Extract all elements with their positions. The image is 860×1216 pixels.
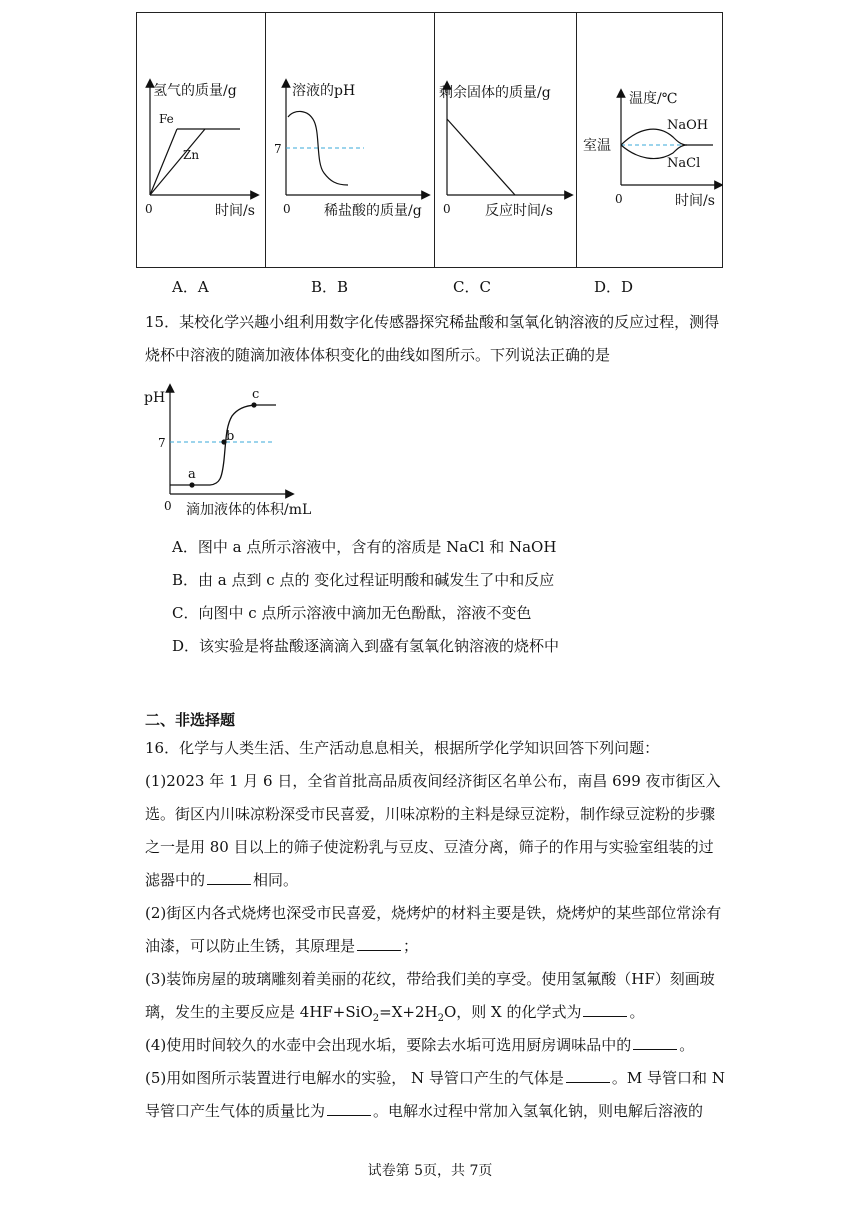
titration-curve xyxy=(170,405,276,485)
q14-graph-table xyxy=(136,12,723,268)
point-a-label: a xyxy=(188,467,196,482)
q16-p2-line2 xyxy=(145,936,418,956)
q16-p2-line2-b: ； xyxy=(403,937,419,955)
answer-blank-5[interactable] xyxy=(566,1069,610,1083)
q15-option-c: C．向图中 c 点所示溶液中滴加无色酚酞，溶液不变色 xyxy=(172,604,532,622)
subscript: 2 xyxy=(437,1013,444,1024)
q16-p2-line1: (2)街区内各式烧烤也深受市民喜爱，烧烤炉的材料主要是铁，烧烤炉的某些部位常涂有 xyxy=(145,904,722,922)
point-b-label: b xyxy=(226,429,235,444)
q16-p3-line2-a: 璃，发生的主要反应是 4HF+SiO xyxy=(145,1003,373,1021)
q15-stem-line2: 烧杯中溶液的随滴加液体体积变化的曲线如图所示。下列说法正确的是 xyxy=(145,346,611,364)
q16-p5-line2 xyxy=(145,1101,703,1121)
graph-a-ylabel: 氢气的质量/g xyxy=(153,83,237,99)
answer-blank-3[interactable] xyxy=(583,1003,627,1017)
q15-option-b: B．由 a 点到 c 点的 变化过程证明酸和碱发生了中和反应 xyxy=(172,571,555,589)
graph-d xyxy=(577,13,723,267)
answer-blank-4[interactable] xyxy=(633,1036,677,1050)
q16-p1-line4 xyxy=(145,870,298,890)
q16-p3-line2 xyxy=(145,1002,644,1029)
graph-origin: 0 xyxy=(164,499,172,513)
section-title: 二、非选择题 xyxy=(145,711,236,729)
graph-c xyxy=(435,13,576,267)
graph-xlabel: 滴加液体的体积/mL xyxy=(186,502,312,518)
q16-p5-line2-b: 。电解水过程中常加入氢氧化钠，则电解后溶液的 xyxy=(373,1102,704,1120)
graph-b-ylabel: 溶液的pH xyxy=(292,83,356,99)
graph-b-origin: 0 xyxy=(283,202,291,216)
graph-c-xlabel: 反应时间/s xyxy=(485,203,553,219)
graph-c-origin: 0 xyxy=(443,202,451,216)
subscript: 2 xyxy=(372,1013,380,1024)
graph-a-zn-label: Zn xyxy=(183,148,200,162)
answer-blank-6[interactable] xyxy=(327,1102,371,1116)
graph-a-xlabel: 时间/s xyxy=(215,203,255,219)
point-a xyxy=(189,482,194,487)
q16-p1-line2: 选。街区内川味凉粉深受市民喜爱，川味凉粉的主料是绿豆淀粉，制作绿豆淀粉的步骤 xyxy=(145,805,716,823)
page-footer: 试卷第 5页，共 7页 xyxy=(367,1163,493,1179)
q16-p1-line4-b: 相同。 xyxy=(253,871,299,889)
graph-c-ylabel: 剩余固体的质量/g xyxy=(439,85,551,101)
q16-p1-line1: (1)2023 年 1 月 6 日，全省首批高品质夜间经济街区名单公布，南昌 699 夜市街区入 xyxy=(145,772,721,790)
graph-a xyxy=(137,13,265,267)
graph-d-origin: 0 xyxy=(615,192,623,206)
fe-line xyxy=(150,129,177,195)
graph-a-fe-label: Fe xyxy=(159,112,174,126)
q14-option-c: C．C xyxy=(453,278,491,296)
q15-stem-line1: 15．某校化学兴趣小组利用数字化传感器探究稀盐酸和氢氧化钠溶液的反应过程，测得 xyxy=(145,313,720,331)
q16-p4 xyxy=(145,1035,694,1055)
q16-p4-a: (4)使用时间较久的水壶中会出现水垢，要除去水垢可选用厨房调味品中的 xyxy=(145,1036,632,1054)
graph-d-nacl-label: NaCl xyxy=(667,156,701,171)
zn-line xyxy=(150,129,205,195)
graph-d-ref: 室温 xyxy=(583,138,611,154)
q15-option-d: D．该实验是将盐酸逐滴滴入到盛有氢氧化钠溶液的烧杯中 xyxy=(172,637,560,655)
q16-p3-line1: (3)装饰房屋的玻璃雕刻着美丽的花纹，带给我们美的享受。使用氢氟酸（HF）刻画玻 xyxy=(145,970,715,988)
residue-line xyxy=(447,119,515,195)
q16-p3-line2-c: O，则 X 的化学式为 xyxy=(443,1003,582,1021)
q16-p3-line2-b: =X+2H xyxy=(379,1003,438,1021)
q16-p5-line1-a: (5)用如图所示装置进行电解水的实验， N 导管口产生的气体是 xyxy=(145,1069,564,1087)
graph-d-ylabel: 温度/℃ xyxy=(629,91,678,107)
q16-p2-line2-a: 油漆，可以防止生锈，其原理是 xyxy=(145,937,356,955)
point-c-label: c xyxy=(252,387,260,402)
q16-p3-line2-d: 。 xyxy=(629,1003,645,1021)
graph-ylabel: pH xyxy=(144,390,166,406)
q15-ph-graph xyxy=(140,380,340,520)
q16-p5-line1-b: 。M 导管口和 N xyxy=(611,1069,725,1087)
graph-a-origin: 0 xyxy=(145,202,153,216)
graph-b-ref: 7 xyxy=(274,142,282,156)
graph-d-naoh-label: NaOH xyxy=(667,118,709,133)
graph-b xyxy=(266,13,434,267)
q16-p5-line2-a: 导管口产生气体的质量比为 xyxy=(145,1102,326,1120)
q16-p1-line4-a: 滤器中的 xyxy=(145,871,206,889)
graph-ref: 7 xyxy=(158,436,166,450)
q14-option-b: B．B xyxy=(311,278,349,296)
graph-d-xlabel: 时间/s xyxy=(675,193,715,209)
q16-p5-line1 xyxy=(145,1068,725,1088)
q15-option-a: A．图中 a 点所示溶液中，含有的溶质是 NaCl 和 NaOH xyxy=(172,538,557,556)
q14-option-a: A．A xyxy=(172,278,209,296)
q14-option-d: D．D xyxy=(594,278,634,296)
q16-p4-b: 。 xyxy=(679,1036,695,1054)
answer-blank-1[interactable] xyxy=(207,871,251,885)
point-c xyxy=(251,402,256,407)
q16-p1-line3: 之一是用 80 目以上的筛子使淀粉乳与豆皮、豆渣分离，筛子的作用与实验室组装的过 xyxy=(145,838,714,856)
answer-blank-2[interactable] xyxy=(357,937,401,951)
graph-b-xlabel: 稀盐酸的质量/g xyxy=(324,203,422,219)
q16-stem: 16．化学与人类生活、生产活动息息相关，根据所学化学知识回答下列问题： xyxy=(145,739,660,757)
